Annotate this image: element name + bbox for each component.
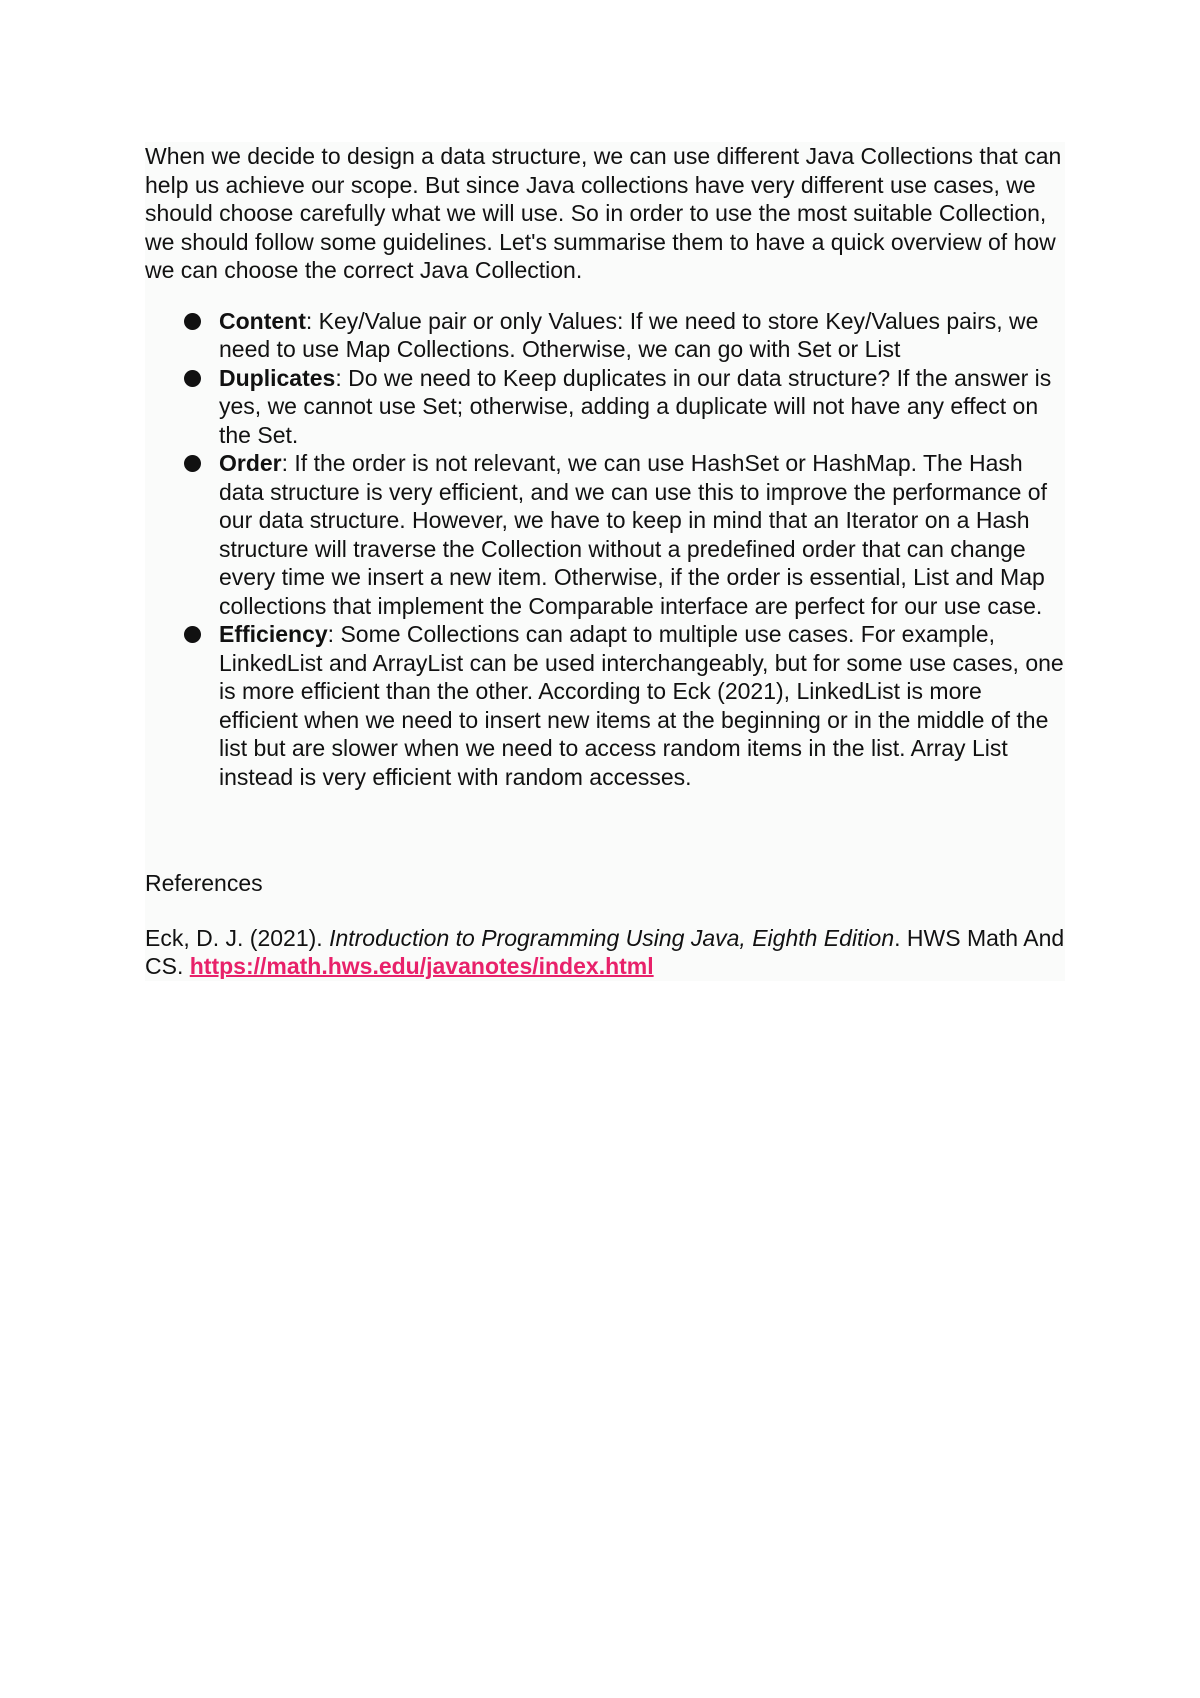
bullet-term: Order (219, 450, 282, 476)
bullet-text: Key/Value pair or only Values: If we need to store Key/Values pairs, we need to use Map Collections. Otherwise, we can go with Set or List (219, 307, 1039, 362)
bullet-icon (184, 455, 201, 472)
reference-publisher: . HWS Math And CS. (145, 924, 1065, 979)
bullet-term: Content (219, 307, 306, 334)
bullet-icon (184, 626, 201, 643)
reference-title: Introduction to Programming Using Java, Eighth Edition (329, 924, 895, 951)
intro-paragraph: When we decide to design a data structure, we can use different Java Collections that can help us achieve our scope. But since Java collections have very different use cases, we should choose carefully what we will use. So in order to use the most suitable Collection, we should follow some guidelines. Let's summarise them to have a quick overview of how we can choose the correct Java Collection. (145, 143, 1062, 283)
document-body (145, 142, 1065, 981)
references-heading: References (145, 870, 263, 896)
guidelines-list (145, 307, 1065, 792)
blank-space (145, 791, 1065, 855)
bullet-text: If the order is not relevant, we can use HashSet or HashMap. The Hash data structure is very efficient, and we can use this to improve the performance of our data structure. However, we have to keep in mind that an Iterator on a Hash structure will traverse the Collection without a predefined order that can change every time we insert a new item. Otherwise, if the order is essential, List and Map collections that implement the Comparable interface are perfect for our use case. (219, 450, 1047, 619)
bullet-text: Some Collections can adapt to multiple use cases. For example, LinkedList and ArrayList can be used interchangeably, but for some use cases, one is more efficient than the other. According to Eck (2021), LinkedList is more efficient when we need to insert new items at the beginning or in the middle of the list but are slower when we need to access random items in the list. Array List instead is very efficient with random accesses. (219, 621, 1064, 790)
list-item-content (145, 307, 1065, 364)
bullet-text: Do we need to Keep duplicates in our data structure? If the answer is yes, we cannot use Set; otherwise, adding a duplicate will not have any effect on the Set. (219, 364, 1052, 448)
bullet-term: Duplicates (219, 364, 336, 391)
reference-link[interactable]: https://math.hws.edu/javanotes/index.html (189, 953, 654, 979)
bullet-separator: : (305, 307, 319, 334)
list-item-efficiency (145, 620, 1065, 791)
reference-authors: Eck, D. J. (2021). (145, 924, 330, 951)
bullet-separator: : (335, 364, 349, 391)
list-item-order (145, 449, 1065, 620)
bullet-term: Efficiency (219, 621, 328, 647)
list-item-duplicates (145, 364, 1065, 450)
bullet-icon (184, 313, 201, 330)
bullet-separator: : (327, 621, 341, 647)
bullet-icon (184, 370, 201, 387)
reference-entry (145, 924, 1065, 981)
bullet-separator: : (281, 450, 295, 476)
